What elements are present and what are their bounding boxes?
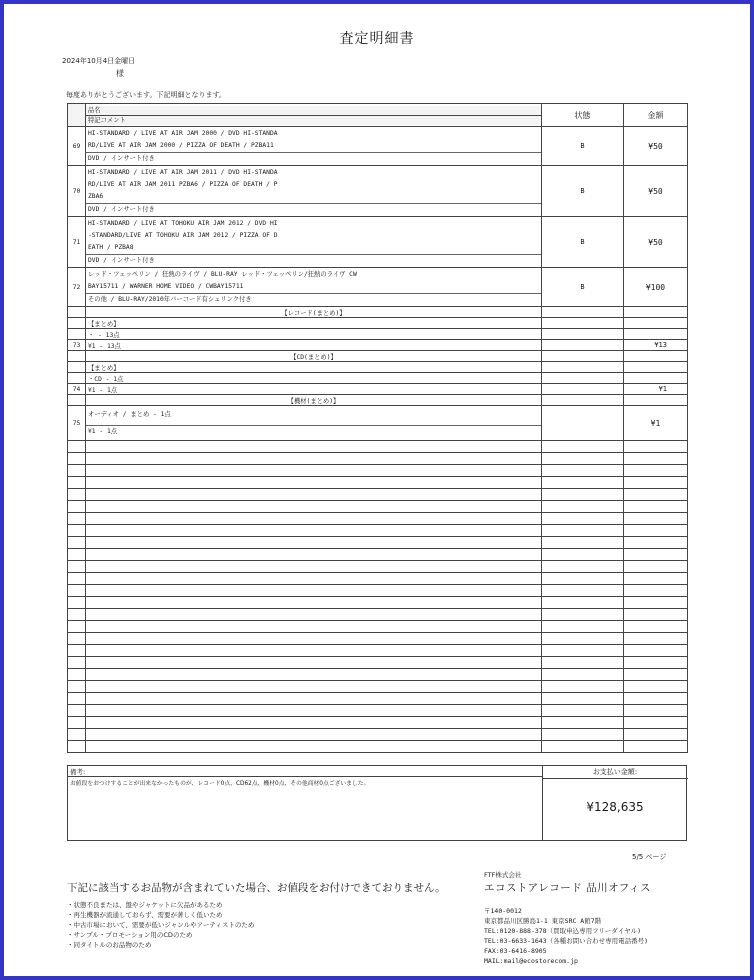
item-title-line: RD/LIVE AT AIR JAM 2000 / PIZZA OF DEATH / PZBA11 — [88, 142, 274, 149]
empty-row — [68, 705, 688, 717]
category-heading-record: 【レコード(まとめ)】 — [86, 307, 542, 318]
empty-row — [68, 453, 688, 465]
page-number: 5/5 ページ — [632, 853, 667, 861]
empty-row — [68, 693, 688, 705]
empty-row — [68, 549, 688, 561]
summary-label: 【まとめ】 — [86, 318, 542, 329]
notice-heading: 下記に該当するお品物が含まれていた場合、お値段をお付けできておりません。 — [67, 882, 446, 894]
issue-date: 2024年10月4日金曜日 — [62, 57, 136, 65]
greeting-text: 毎度ありがとうございます。下記明細となります。 — [66, 91, 226, 99]
summary-subtotal: ¥1 - 1点 — [86, 384, 542, 395]
summary-line: ・CD - 1点 — [86, 373, 542, 384]
category-heading-cd: 【CD(まとめ)】 — [86, 351, 542, 362]
table-row — [68, 127, 688, 166]
table-row — [68, 406, 688, 441]
item-comment: DVD / インサート付き — [88, 155, 155, 162]
item-title-line: HI-STANDARD / LIVE AT AIR JAM 2000 / DVD HI-STANDA — [88, 130, 278, 137]
reasons-list — [67, 900, 254, 950]
empty-row — [68, 597, 688, 609]
empty-rows — [68, 441, 688, 753]
document-title: 査定明細書 — [339, 31, 415, 47]
company-name: エコストアレコード 品川オフィス — [484, 882, 651, 894]
item-price: ¥50 — [624, 217, 688, 268]
empty-row — [68, 441, 688, 453]
item-title-line: ZBA6 — [88, 193, 104, 200]
empty-row — [68, 573, 688, 585]
reason-item: ・中古市場において、需要が低いジャンルやアーティストのため — [67, 921, 255, 929]
item-price: ¥50 — [624, 127, 688, 166]
table-row — [68, 329, 688, 340]
table-row — [68, 395, 688, 406]
empty-row — [68, 537, 688, 549]
table-row — [68, 217, 688, 268]
header-no-cell — [68, 104, 86, 127]
item-number: 71 — [68, 217, 86, 268]
table-row — [68, 373, 688, 384]
item-number: 72 — [68, 268, 86, 307]
table-row — [68, 166, 688, 217]
item-number: 75 — [68, 406, 86, 441]
item-description-cell — [86, 127, 542, 166]
item-comment: DVD / インサート付き — [88, 257, 155, 264]
empty-row — [68, 657, 688, 669]
empty-row — [68, 741, 688, 753]
header-status: 状態 — [542, 104, 624, 127]
company-block — [484, 870, 651, 895]
item-description-cell — [86, 166, 542, 217]
footer-box — [67, 765, 687, 841]
item-number: 70 — [68, 166, 86, 217]
empty-row — [68, 489, 688, 501]
summary-line: ・ - 13点 — [86, 329, 542, 340]
item-price: ¥1 — [624, 384, 688, 395]
item-price: ¥100 — [624, 268, 688, 307]
reason-item: ・同タイトルのお品物のため — [67, 941, 152, 949]
reason-item: ・サンプル・プロモーション用のCDのため — [67, 931, 193, 939]
address-line: FAX:03-6416-8905 — [484, 947, 547, 955]
empty-row — [68, 729, 688, 741]
empty-row — [68, 585, 688, 597]
table-row — [68, 384, 688, 395]
table-row — [68, 362, 688, 373]
item-title-line: レッド・ツェッペリン / 狂熱のライヴ / BLU-RAY レッド・ツェッペリン/狂熱のライヴ CW — [88, 271, 357, 278]
table-row — [68, 340, 688, 351]
reason-item: ・再生機器が流通しておらず、需要が著しく低いため — [67, 911, 223, 919]
empty-row — [68, 477, 688, 489]
item-number: 73 — [68, 340, 86, 351]
header-comment: 特記コメント — [86, 116, 541, 125]
summary-subtotal: ¥1 - 1点 — [88, 428, 118, 435]
customer-honorific: 様 — [116, 69, 124, 78]
item-comment: DVD / インサート付き — [88, 206, 155, 213]
document-page — [4, 4, 750, 976]
item-description-cell — [86, 217, 542, 268]
table-header-row — [68, 104, 688, 127]
empty-row — [68, 669, 688, 681]
item-title-line: EATH / PZBA8 — [88, 244, 134, 251]
item-price: ¥1 — [624, 406, 688, 441]
header-name-cell — [86, 104, 542, 127]
header-price: 金額 — [624, 104, 688, 127]
item-title-line: BAY15711 / WARNER HOME VIDEO / CWBAY15711 — [88, 283, 244, 290]
empty-row — [68, 717, 688, 729]
empty-row — [68, 645, 688, 657]
item-description-cell — [86, 268, 542, 307]
empty-row — [68, 609, 688, 621]
item-title-line: HI-STANDARD / LIVE AT TOHOKU AIR JAM 2012 / DVD HI — [88, 220, 278, 227]
item-description-cell — [86, 406, 542, 441]
company-corp: FTF株式会社 — [484, 871, 522, 879]
category-heading-equipment: 【機材(まとめ)】 — [86, 395, 542, 406]
item-comment: その他 / BLU-RAY/2010年バーコード有シュリンク付き — [88, 296, 252, 303]
item-price: ¥13 — [624, 340, 688, 351]
empty-row — [68, 633, 688, 645]
payment-total: ¥128,635 — [586, 800, 644, 814]
item-title-line: RD/LIVE AT AIR JAM 2011 PZBA6 / PIZZA OF DEATH / P — [88, 181, 278, 188]
item-number: 74 — [68, 384, 86, 395]
summary-line: オーディオ / まとめ - 1点 — [88, 411, 171, 418]
table-row — [68, 351, 688, 362]
item-title-line: -STANDARD/LIVE AT TOHOKU AIR JAM 2012 / PIZZA OF D — [88, 232, 278, 239]
empty-row — [68, 621, 688, 633]
remarks-text: お値段をおつけすることが出来なかったものが、レコード0点、CD62点、機材0点、その他商材0点ございました。 — [70, 781, 370, 787]
address-line: 東京都品川区勝島1-1 東京SRC A館7階 — [484, 917, 602, 925]
empty-row — [68, 513, 688, 525]
summary-label: 【まとめ】 — [86, 362, 542, 373]
address-line: TEL:03-6633-1643（各種お問い合わせ専用電話番号) — [484, 937, 649, 945]
table-row — [68, 268, 688, 307]
summary-subtotal: ¥1 - 13点 — [86, 340, 542, 351]
table-row — [68, 307, 688, 318]
company-address — [484, 906, 648, 966]
item-title-line: HI-STANDARD / LIVE AT AIR JAM 2011 / DVD HI-STANDA — [88, 169, 278, 176]
statement-table — [67, 103, 688, 753]
address-line: MAIL:mail@ecostorecom.jp — [484, 957, 578, 965]
item-status: B — [542, 127, 624, 166]
remarks-label: 備考: — [70, 768, 86, 776]
reason-item: ・状態不良または、盤やジャケットに欠品があるため — [67, 901, 223, 909]
payment-label: お支払い金額: — [592, 768, 638, 776]
header-name: 品名 — [86, 106, 541, 116]
item-status: B — [542, 217, 624, 268]
empty-row — [68, 465, 688, 477]
item-price: ¥50 — [624, 166, 688, 217]
empty-row — [68, 681, 688, 693]
empty-row — [68, 501, 688, 513]
address-line: TEL:0120-888-378（買取申込専用フリーダイヤル) — [484, 927, 642, 935]
item-status: B — [542, 268, 624, 307]
item-number: 69 — [68, 127, 86, 166]
empty-row — [68, 561, 688, 573]
table-row — [68, 318, 688, 329]
empty-row — [68, 525, 688, 537]
address-line: 〒140-0012 — [484, 907, 522, 915]
item-status: B — [542, 166, 624, 217]
